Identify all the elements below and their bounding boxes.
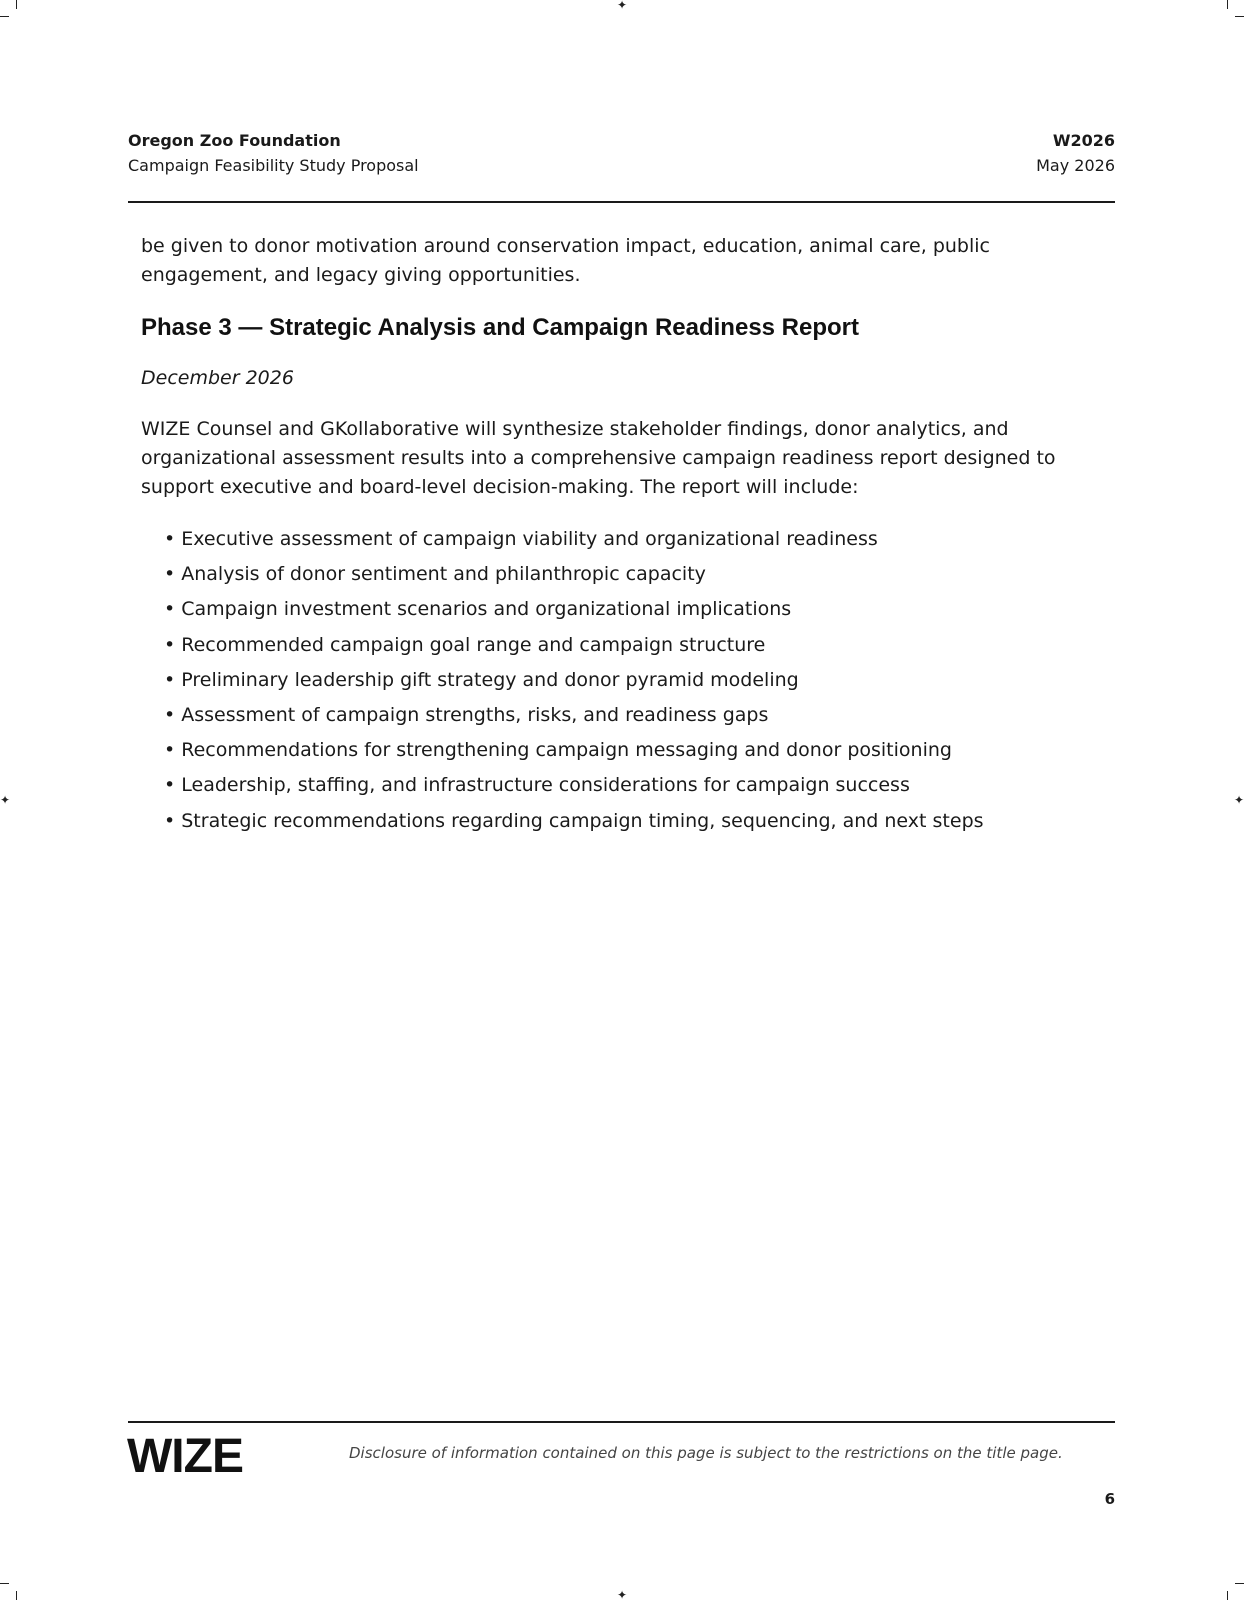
registration-mark-left: ✦ — [0, 793, 11, 807]
disclosure-note: Disclosure of information contained on this page is subject to the restrictions on the title page. — [349, 1444, 1063, 1462]
crop-mark-top-right-v — [1227, 0, 1228, 9]
crop-mark-bottom-right-h — [1235, 1583, 1244, 1584]
list-item: • Executive assessment of campaign viability and organizational readiness — [164, 528, 878, 550]
footer-divider — [128, 1421, 1115, 1423]
crop-mark-top-right-h — [1235, 16, 1244, 17]
phase-heading: Phase 3 — Strategic Analysis and Campaign Readiness Report — [141, 314, 860, 341]
phase-date: December 2026 — [141, 367, 294, 389]
crop-mark-bottom-right-v — [1227, 1591, 1228, 1600]
page-number: 6 — [1104, 1490, 1115, 1508]
wize-logo: WIZE — [127, 1430, 243, 1483]
registration-mark-right: ✦ — [1233, 793, 1244, 807]
document-title: Campaign Feasibility Study Proposal — [128, 156, 419, 175]
page-header — [128, 131, 1115, 203]
crop-mark-top-left-v — [16, 0, 17, 9]
registration-mark-top: ✦ — [616, 0, 628, 12]
list-item: • Analysis of donor sentiment and philanthropic capacity — [164, 563, 706, 586]
list-item: • Recommended campaign goal range and campaign structure — [164, 633, 766, 656]
list-item: • Campaign investment scenarios and organizational implications — [164, 598, 792, 621]
document-code: W2026 — [1052, 131, 1115, 150]
header-left — [128, 131, 419, 177]
registration-mark-bottom: ✦ — [616, 1588, 628, 1602]
list-item: • Strategic recommendations regarding campaign timing, sequencing, and next steps — [164, 809, 984, 832]
list-item: • Recommendations for strengthening campaign messaging and donor positioning — [164, 739, 952, 762]
crop-mark-bottom-left-v — [16, 1591, 17, 1600]
crop-mark-bottom-left-h — [0, 1583, 9, 1584]
report-contents-list — [164, 522, 1111, 839]
header-right — [1036, 131, 1115, 177]
continuation-paragraph: be given to donor motivation around conservation impact, education, animal care, public engagement, and legacy giving opportunities. — [141, 235, 990, 286]
document-date: May 2026 — [1036, 156, 1115, 175]
main-content — [141, 232, 1111, 839]
list-item: • Preliminary leadership gift strategy and donor pyramid modeling — [164, 668, 799, 691]
list-item: • Assessment of campaign strengths, risks, and readiness gaps — [164, 704, 769, 727]
crop-mark-top-left-h — [0, 16, 9, 17]
list-item: • Leadership, staffing, and infrastructure considerations for campaign success — [164, 774, 910, 797]
organization-name: Oregon Zoo Foundation — [128, 131, 341, 150]
intro-paragraph: WIZE Counsel and GKollaborative will synthesize stakeholder findings, donor analytics, and organizational assessment results into a comprehensive campaign readiness report designed to support executive and board-level decision-making. The report will include: — [141, 418, 1056, 498]
